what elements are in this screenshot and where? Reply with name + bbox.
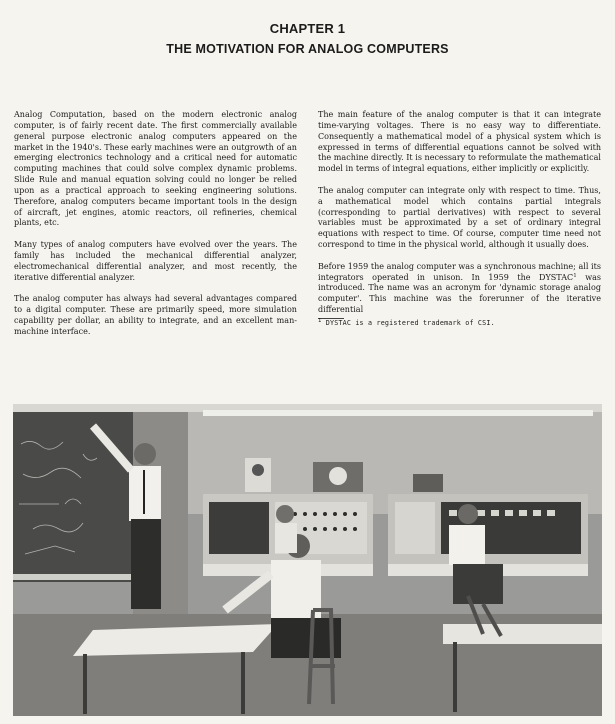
- lab-photograph: [13, 404, 602, 716]
- body-paragraph: The main feature of the analog computer is that it can integrate time-varying voltages. There is no easy way to differentiate. Consequently a mathematical model of a physical system which is expressed in terms of differential equations cannot be solved with the machine directly. It is necessary to reformulate the mathematical model in terms of integral equations, either implicitly or explicitly.: [318, 110, 601, 174]
- body-paragraph: The analog computer can integrate only with respect to time. Thus, a mathematical model which contains partial integrals (corresponding to partial derivatives) with respect to several variables must be approximated by a set of ordinary integral equations with respect to time. Of course, computer time need not correspond to time in the physical world, although it usually does.: [318, 185, 601, 250]
- chapter-title: THE MOTIVATION FOR ANALOG COMPUTERS: [166, 42, 449, 56]
- right-text-column: [318, 110, 601, 339]
- body-paragraph: Many types of analog computers have evolved over the years. The family has included the mechanical differential analyzer, electromechanical differential analyzer, and most recently, the iterative differential analyzer.: [14, 240, 297, 282]
- footnote-reference: 1: [573, 272, 577, 279]
- body-paragraph: [318, 262, 601, 316]
- paragraph-text: was introduced. The name was an acronym for 'dynamic storage analog computer'. This machine was the forerunner of the iterative differential: [318, 272, 602, 315]
- paragraph-text: Before 1959 the analog computer was a synchronous machine; all its integrators operated in unison. In 1959 the DYSTAC: [318, 261, 601, 282]
- footnote-text: DYSTAC is a registered trademark of CSI.: [325, 318, 495, 327]
- body-paragraph: Analog Computation, based on the modern electronic analog computer, is of fairly recent date. The first commercially available general purpose electronic analog computers appeared on the market in the 1940's. These early machines were an outgrowth of an emerging electronics technology and a critical need for automatic computing machines that could solve complex dynamic problems. Slide Rule and manual equation solving could no longer be relied upon as a practical approach to seeking engineering solutions. Therefore, analog computers became important tools in the design of aircraft, jet engines, atomic reactors, oil refineries, chemical plants, etc.: [14, 110, 297, 228]
- chapter-heading: CHAPTER 1: [269, 21, 346, 36]
- left-text-column: [14, 110, 297, 348]
- footnote-marker: 1: [318, 317, 322, 324]
- body-paragraph: The analog computer has always had several advantages compared to a digital computer. These are primarily speed, more simulation capability per dollar, an ability to integrate, and an excellent man-machine interface.: [14, 294, 297, 336]
- footnote: [318, 319, 601, 328]
